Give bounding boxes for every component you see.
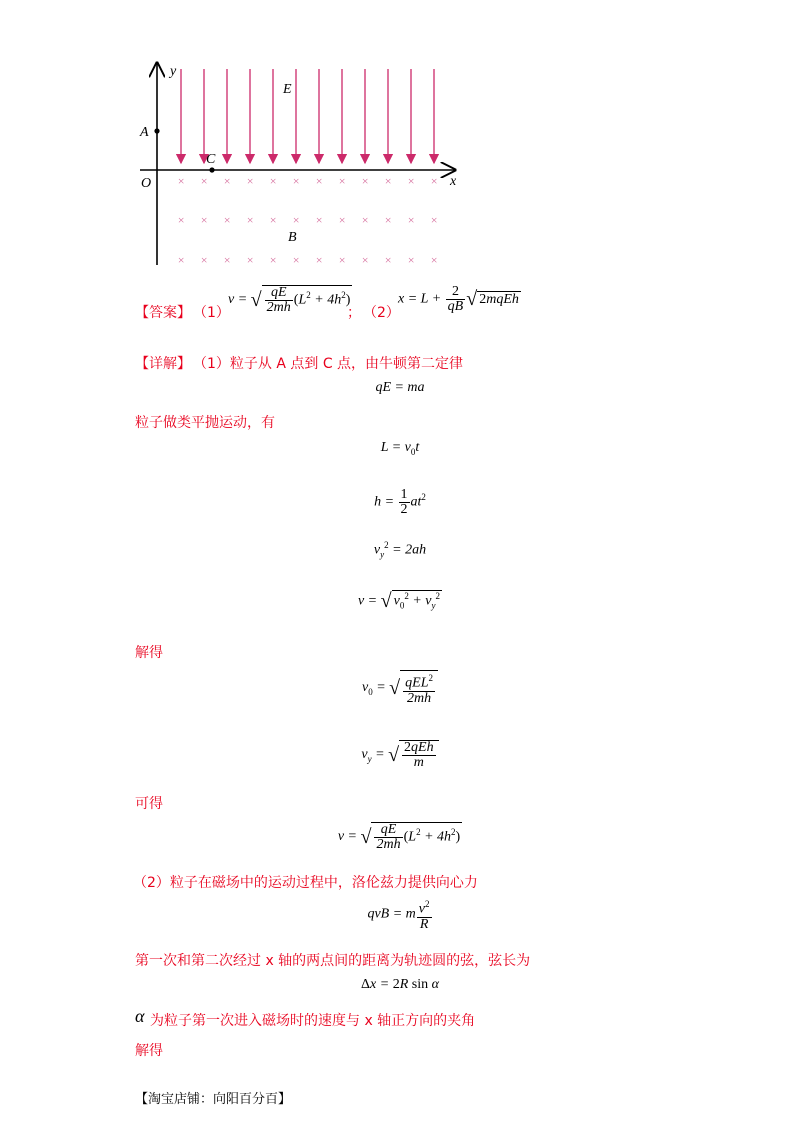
- detail-tag: 【详解】: [135, 356, 191, 372]
- field-cross: ×: [291, 213, 301, 227]
- field-cross: ×: [291, 174, 301, 188]
- field-cross: ×: [314, 174, 324, 188]
- field-cross: ×: [314, 213, 324, 227]
- eq-vertical: h = $\frac{1}{2}$ $at^2$: [374, 487, 426, 517]
- field-cross: ×: [314, 253, 324, 267]
- detail-line4: 可得: [135, 796, 163, 812]
- eq-vy: $v_y$ = √ $\frac{\text{2qEh}}{m}$: [0, 740, 800, 770]
- detail-line2: 粒子做类平抛运动，有: [135, 415, 275, 431]
- field-cross: ×: [337, 213, 347, 227]
- detail-line3: 解得: [135, 645, 163, 661]
- field-cross: ×: [406, 174, 416, 188]
- field-b-label: B: [288, 230, 297, 245]
- field-cross: ×: [199, 174, 209, 188]
- field-cross: ×: [199, 253, 209, 267]
- field-cross: ×: [360, 253, 370, 267]
- x-axis-label: x: [450, 174, 457, 189]
- answer-separator: ；: [347, 305, 361, 321]
- field-cross: ×: [383, 213, 393, 227]
- field-cross: ×: [429, 253, 439, 267]
- field-cross: ×: [429, 174, 439, 188]
- field-cross: ×: [268, 174, 278, 188]
- detail-line6: 第一次和第二次经过 x 轴的两点间的距离为轨迹圆的弦，弦长为: [135, 953, 531, 969]
- answer-part1: （1）: [193, 305, 230, 321]
- eq-speed-result: v = √ $\frac{qE}{2mh}$ $(L^2 + 4h^2)$: [337, 822, 461, 852]
- field-cross: ×: [406, 253, 416, 267]
- field-cross: ×: [222, 213, 232, 227]
- eq-chord: Δx = 2R sin α: [361, 977, 439, 992]
- origin-label: O: [141, 176, 152, 191]
- field-cross: ×: [176, 213, 186, 227]
- eq-horizontal: $L = v_0t$: [380, 440, 420, 457]
- field-cross: ×: [406, 213, 416, 227]
- eq-newton: qE = ma: [375, 380, 425, 395]
- field-cross: ×: [245, 253, 255, 267]
- field-cross: ×: [291, 253, 301, 267]
- alpha-symbol: α: [135, 1006, 145, 1026]
- field-cross: ×: [360, 174, 370, 188]
- field-cross: ×: [337, 253, 347, 267]
- point-a-label: A: [140, 125, 149, 140]
- field-cross: ×: [268, 253, 278, 267]
- field-diagram: [130, 55, 470, 275]
- electric-field-arrows: [181, 69, 434, 163]
- magnetic-field-crosses: [177, 174, 438, 267]
- field-cross: ×: [245, 213, 255, 227]
- footer-shop: 【淘宝店铺：向阳百分百】: [135, 1092, 292, 1107]
- y-axis-label: y: [170, 64, 177, 79]
- field-cross: ×: [268, 213, 278, 227]
- detail-line8: 解得: [135, 1043, 163, 1059]
- answer-part2: （2）: [363, 305, 400, 321]
- answer-tag: 【答案】: [135, 305, 191, 321]
- eq-vy-squared: $v_y^2 = 2ah$: [373, 540, 427, 560]
- field-cross: ×: [176, 174, 186, 188]
- eq-speed: v = √ $v_0^2 + v_y^2$: [357, 590, 441, 612]
- point-a-dot: [154, 128, 159, 133]
- field-cross: ×: [222, 174, 232, 188]
- field-cross: ×: [337, 174, 347, 188]
- answer-formula-1: v = √ $\frac{qE}{2mh}$ $(L^2 + 4h^2)$: [228, 285, 351, 315]
- field-e-label: E: [283, 82, 292, 97]
- field-cross: ×: [176, 253, 186, 267]
- field-cross: ×: [222, 253, 232, 267]
- detail-line1: （1）粒子从 A 点到 C 点，由牛顿第二定律: [193, 356, 464, 372]
- eq-lorentz: qvB = m $\frac{v^2}{R}$: [367, 899, 430, 932]
- field-cross: ×: [245, 174, 255, 188]
- answer-formula-2: x = L + $\frac{2}{qB}$ √ 2mqEh: [398, 284, 519, 314]
- detail-line5: （2）粒子在磁场中的运动过程中，洛伦兹力提供向心力: [133, 875, 478, 891]
- detail-line7: 为粒子第一次进入磁场时的速度与 x 轴正方向的夹角: [150, 1013, 476, 1029]
- field-cross: ×: [383, 174, 393, 188]
- field-cross: ×: [429, 213, 439, 227]
- field-cross: ×: [383, 253, 393, 267]
- point-c-label: C: [206, 152, 216, 167]
- point-c-dot: [209, 167, 214, 172]
- eq-v0: $v_0$ = √ $\frac{qEL^2}{2mh}$: [0, 670, 800, 706]
- field-cross: ×: [360, 213, 370, 227]
- field-cross: ×: [199, 213, 209, 227]
